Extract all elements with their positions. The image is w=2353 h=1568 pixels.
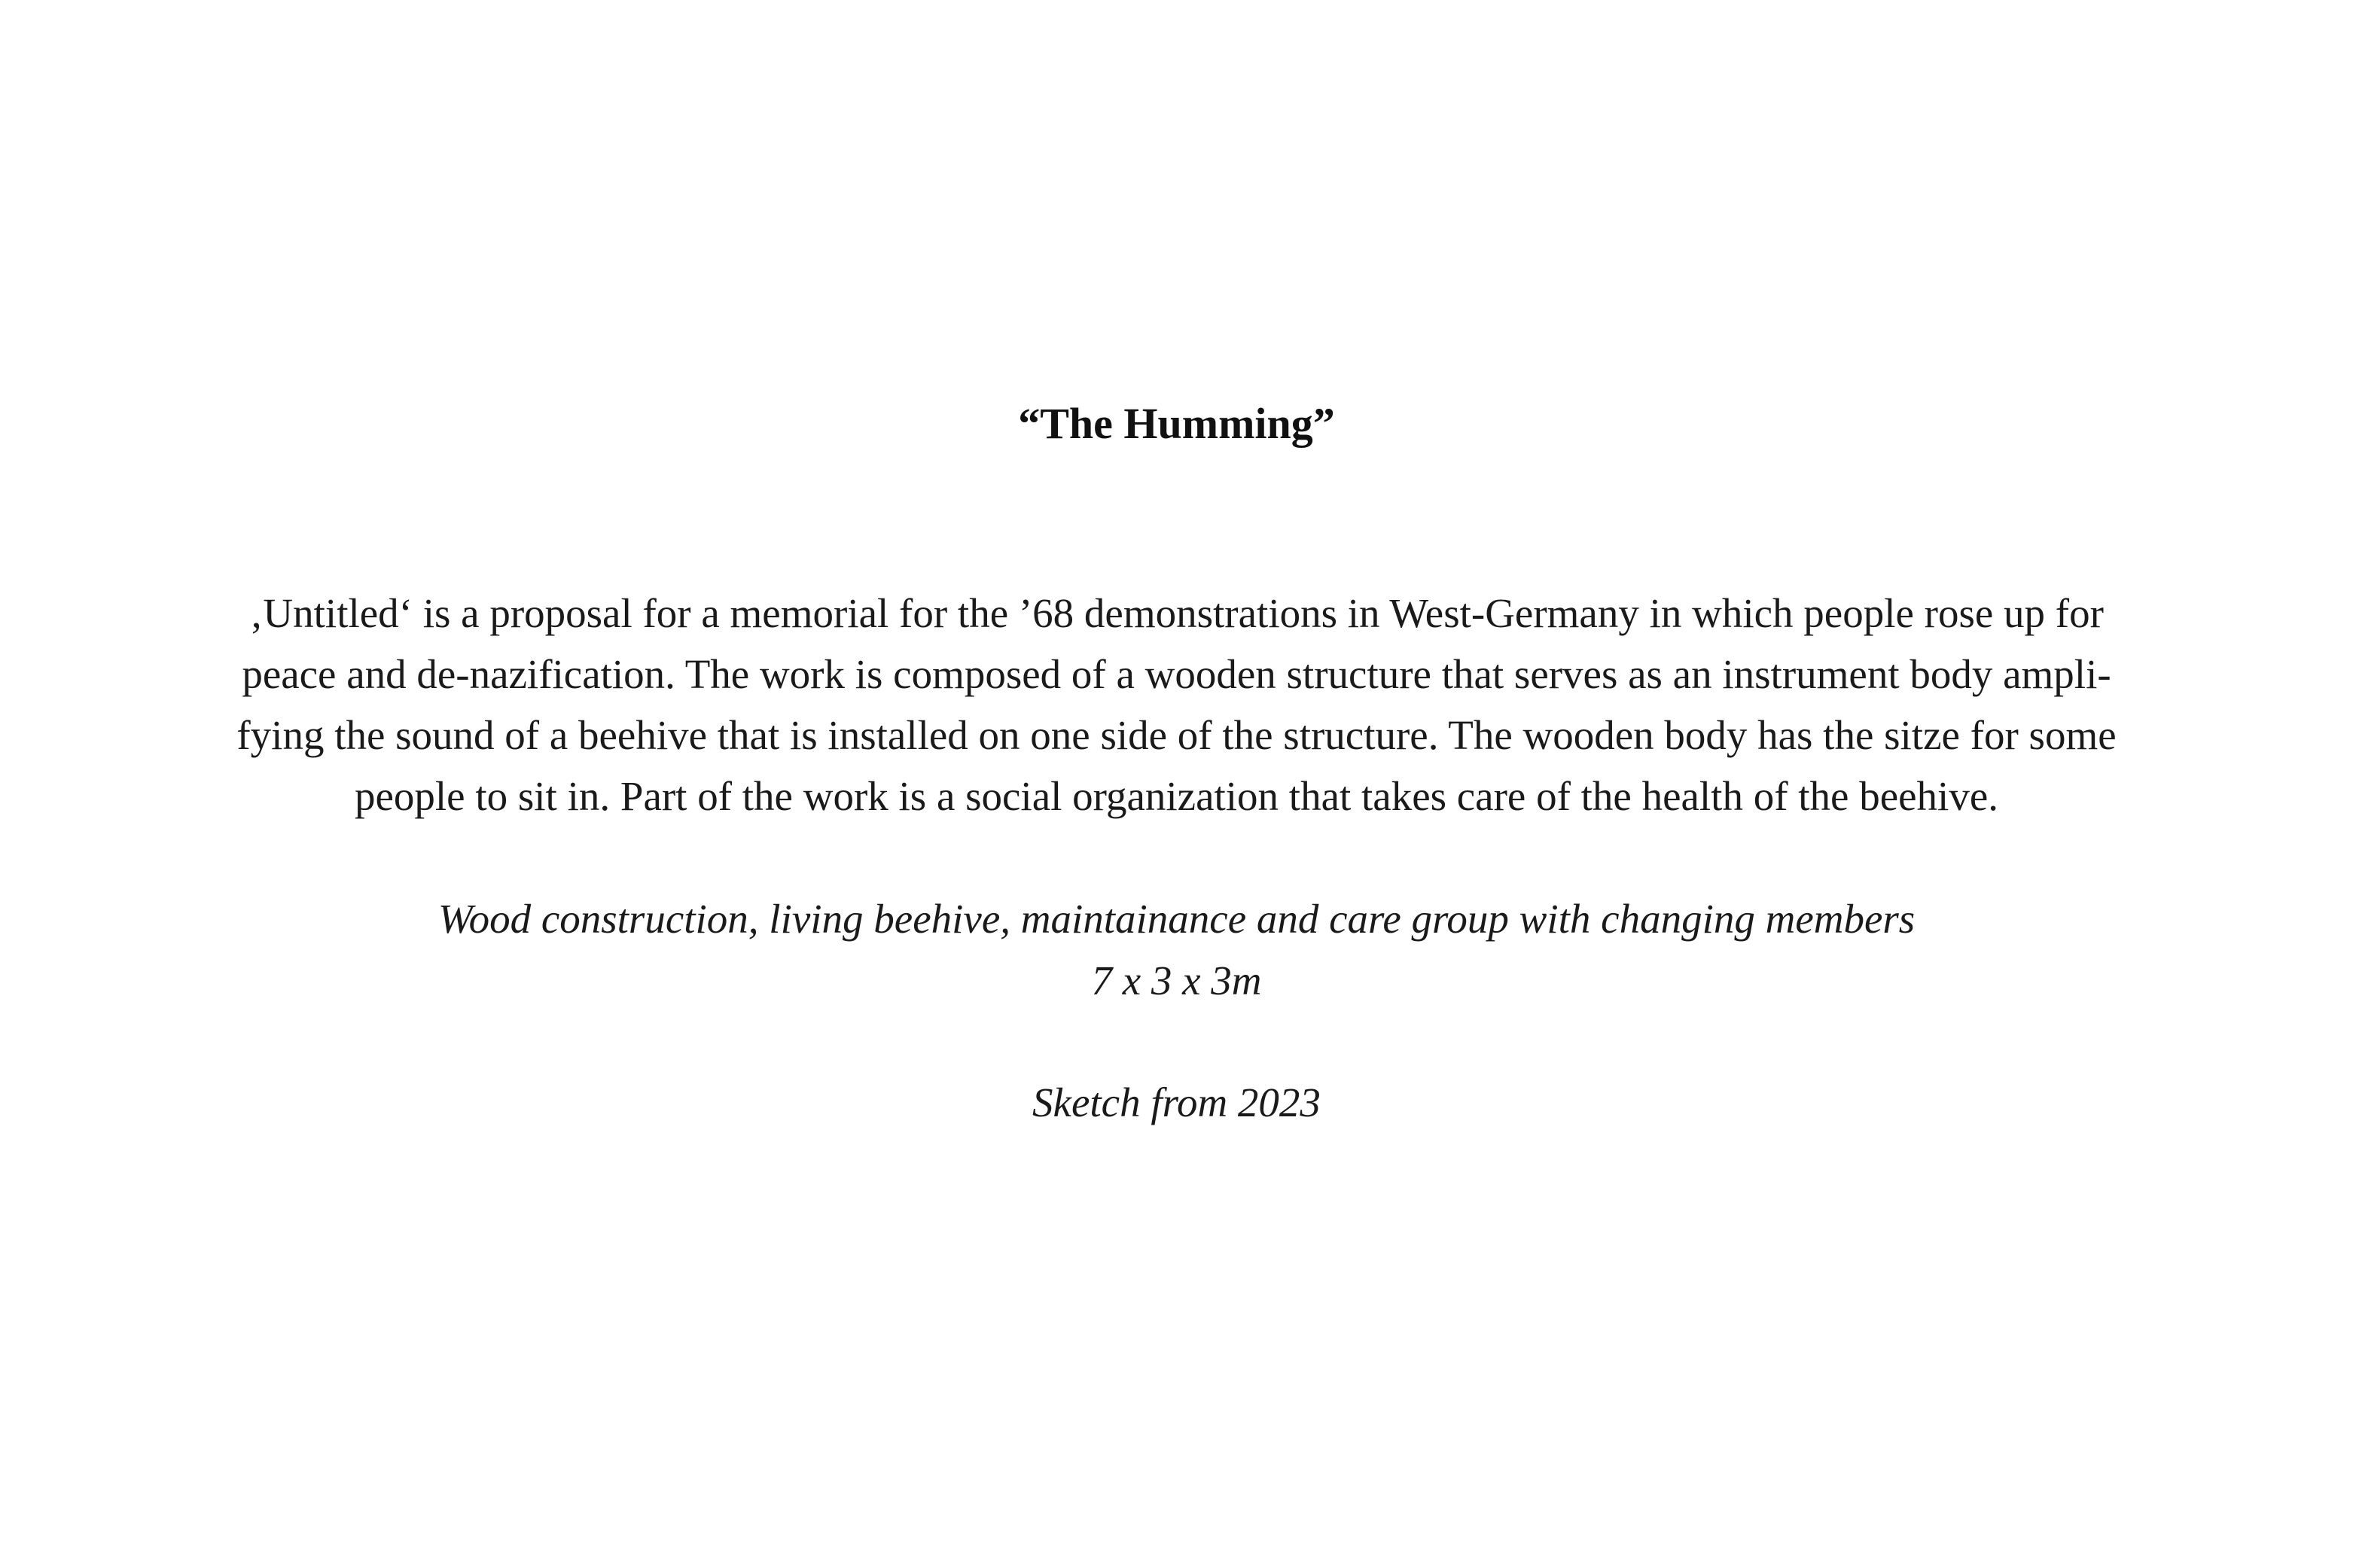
artwork-dimensions: 7 x 3 x 3m <box>1091 958 1262 1003</box>
artwork-date: Sketch from 2023 <box>1032 1079 1321 1125</box>
description-line: ‚Untitled‘ is a proposal for a memorial for the ’68 demonstrations in West-Germany in which people rose up for <box>249 590 2104 636</box>
description-line: fying the sound of a beehive that is installed on one side of the structure. The wooden body has the sitze for some <box>236 712 2117 758</box>
description-line: people to sit in. Part of the work is a social organization that takes care of the health of the beehive. <box>354 773 1998 819</box>
artwork-description <box>98 583 2255 827</box>
artwork-title: “The Humming” <box>1018 399 1335 448</box>
artwork-medium: Wood construction, living beehive, maintainance and care group with changing members <box>437 896 1916 942</box>
description-line: peace and de-nazification. The work is composed of a wooden structure that serves as an instrument body ampli- <box>242 651 2111 697</box>
